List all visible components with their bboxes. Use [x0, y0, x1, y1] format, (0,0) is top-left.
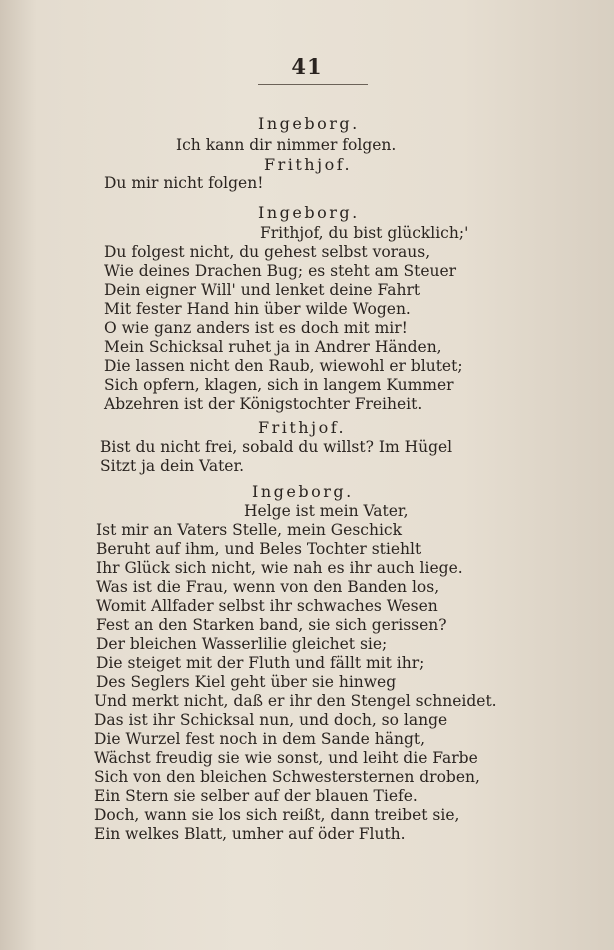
verse-line: Womit Allfader selbst ihr schwaches Wesen [96, 597, 438, 615]
verse-line: Das ist ihr Schicksal nun, und doch, so lange [94, 711, 448, 729]
verse-line: Der bleichen Wasserlilie gleichet sie; [96, 635, 388, 653]
speaker-name: Ingeborg. [252, 482, 354, 501]
verse-line: Abzehren ist der Königstochter Freiheit. [104, 395, 423, 413]
verse-line: Was ist die Frau, wenn von den Banden los, [96, 578, 440, 596]
verse-line: Doch, wann sie los sich reißt, dann treibet sie, [94, 806, 460, 824]
verse-line: Frithjof, du bist glücklich;' [260, 224, 469, 242]
verse-line: Ist mir an Vaters Stelle, mein Geschick [96, 521, 402, 539]
verse-line: Ich kann dir nimmer folgen. [176, 136, 397, 154]
verse-line: Mit fester Hand hin über wilde Wogen. [104, 300, 411, 318]
verse-line: Sich opfern, klagen, sich in langem Kummer [104, 376, 454, 394]
verse-line: Wie deines Drachen Bug; es steht am Steuer [104, 262, 457, 280]
verse-line: Du mir nicht folgen! [104, 174, 264, 192]
verse-line: Die lassen nicht den Raub, wiewohl er blutet; [104, 357, 463, 375]
verse-line: Wächst freudig sie wie sonst, und leiht die Farbe [94, 749, 478, 767]
verse-line: Ihr Glück sich nicht, wie nah es ihr auch liege. [96, 559, 463, 577]
verse-line: Fest an den Starken band, sie sich gerissen? [96, 616, 447, 634]
verse-line: Ein Stern sie selber auf der blauen Tiefe. [94, 787, 418, 805]
verse-line: Die steiget mit der Fluth und fällt mit ihr; [96, 654, 425, 672]
speaker-name: Ingeborg. [258, 114, 360, 133]
page-number: 41 [291, 54, 323, 79]
verse-line: Sich von den bleichen Schwestersternen droben, [94, 768, 480, 786]
verse-line: Ein welkes Blatt, umher auf öder Fluth. [94, 825, 406, 843]
speaker-name: Frithjof. [258, 418, 347, 437]
verse-line: Sitzt ja dein Vater. [100, 457, 245, 475]
verse-line: Des Seglers Kiel geht über sie hinweg [96, 673, 397, 691]
verse-line: Bist du nicht frei, sobald du willst? Im Hügel [100, 438, 453, 456]
verse-line: Die Wurzel fest noch in dem Sande hängt, [94, 730, 426, 748]
verse-line: Und merkt nicht, daß er ihr den Stengel schneidet. [94, 692, 497, 710]
speaker-name: Frithjof. [264, 155, 353, 174]
header-rule [258, 84, 368, 85]
verse-line: Du folgest nicht, du gehest selbst voraus, [104, 243, 431, 261]
speaker-name: Ingeborg. [258, 203, 360, 222]
verse-line: Mein Schicksal ruhet ja in Andrer Händen, [104, 338, 442, 356]
verse-line: Beruht auf ihm, und Beles Tochter stiehlt [96, 540, 422, 558]
verse-line: Helge ist mein Vater, [244, 502, 409, 520]
verse-line: O wie ganz anders ist es doch mit mir! [104, 319, 408, 337]
verse-line: Dein eigner Will' und lenket deine Fahrt [104, 281, 421, 299]
